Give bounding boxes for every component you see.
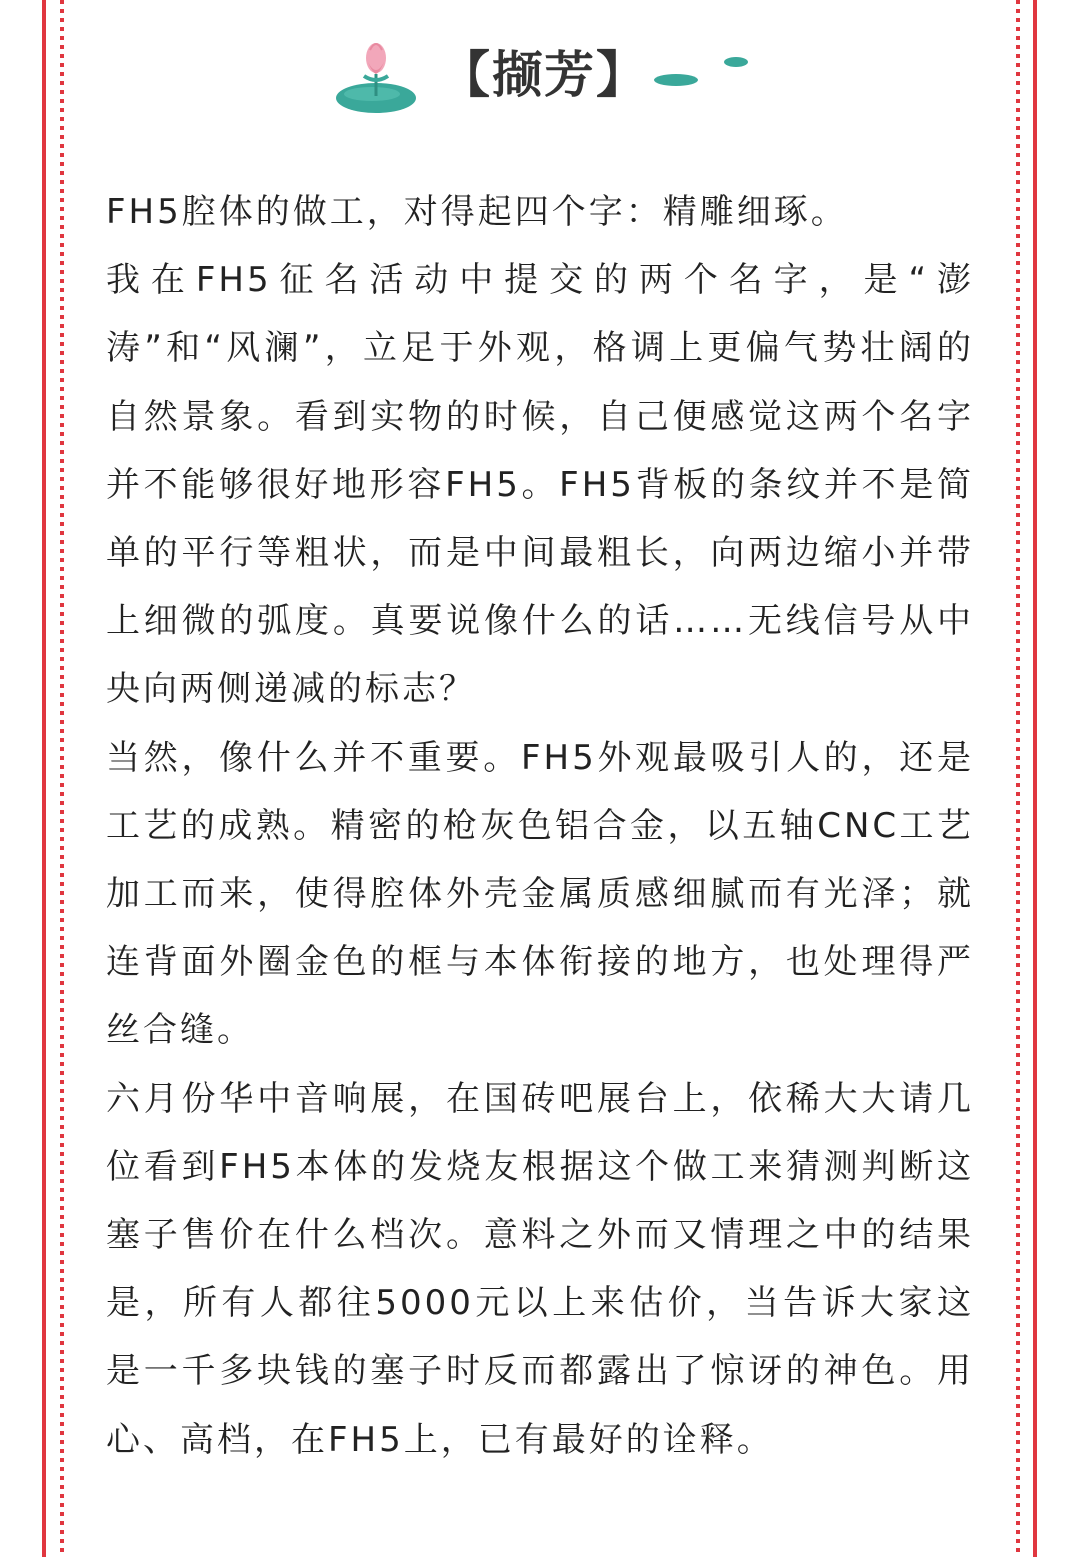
frame-dotted-left	[60, 0, 64, 1557]
frame-dotted-right	[1016, 0, 1020, 1557]
section-title: 【撷芳】	[440, 46, 648, 104]
frame-border-left	[42, 0, 46, 1557]
article-body	[106, 178, 974, 1538]
paragraph: 六月份华中音响展，在国砖吧展台上，依稀大大请几位看到FH5本体的发烧友根据这个做工来猜测判断这塞子售价在什么档次。意料之外而又情理之中的结果是，所有人都往5000元以上来估价，当告诉大家这是一千多块钱的塞子时反而都露出了惊讶的神色。用心、高档，在FH5上，已有最好的诠释。	[106, 1078, 974, 1460]
paragraph: 当然，像什么并不重要。FH5外观最吸引人的，还是工艺的成熟。精密的枪灰色铝合金，以五轴CNC工艺加工而来，使得腔体外壳金属质感细腻而有光泽；就连背面外圈金色的框与本体衔接的地方，也处理得严丝合缝。	[106, 737, 974, 1051]
leaf-icon	[650, 50, 760, 90]
lotus-icon	[330, 32, 422, 124]
paragraph: 我在FH5征名活动中提交的两个名字，是“澎涛”和“风澜”，立足于外观，格调上更偏气势壮阔的自然景象。看到实物的时候，自己便感觉这两个名字并不能够很好地形容FH5。FH5背板的条纹并不是简单的平行等粗状，而是中间最粗长，向两边缩小并带上细微的弧度。真要说像什么的话……无线信号从中央向两侧递减的标志？	[106, 260, 974, 710]
section-header	[0, 20, 1080, 130]
frame-border-right	[1033, 0, 1037, 1557]
paragraph: FH5腔体的做工，对得起四个字：精雕细琢。	[106, 192, 848, 232]
